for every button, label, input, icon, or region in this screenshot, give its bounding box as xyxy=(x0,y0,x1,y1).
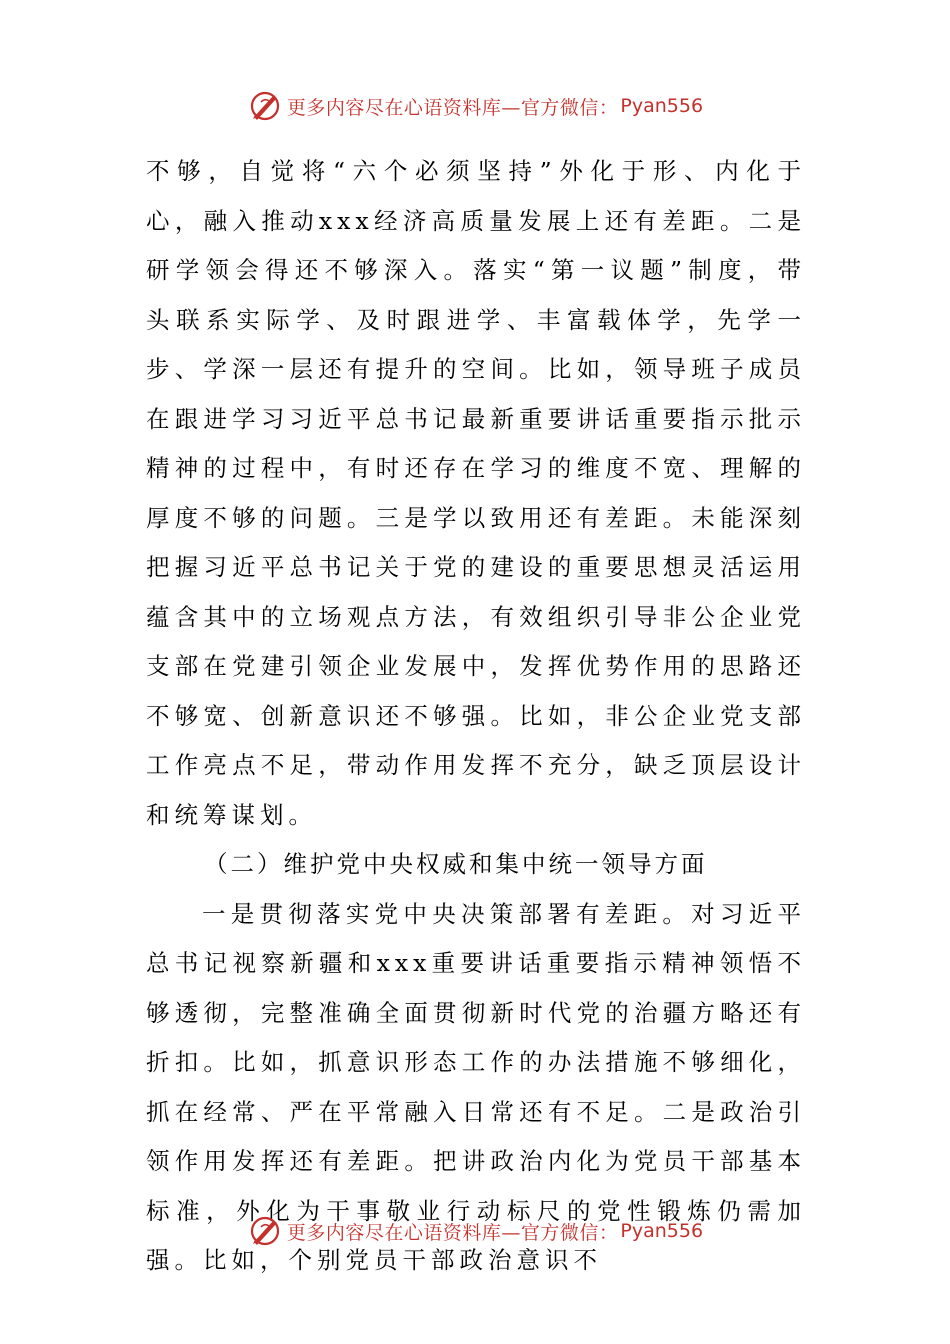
watermark-text: 更多内容尽在心语资料库—官方微信： xyxy=(286,96,619,119)
watermark-text: 更多内容尽在心语资料库—官方微信： xyxy=(286,1221,619,1244)
watermark-wechat-id: Pyan556 xyxy=(620,1220,704,1242)
watermark-wechat-id: Pyan556 xyxy=(620,95,704,117)
section-heading: （二）维护党中央权威和集中统一领导方面 xyxy=(204,850,708,878)
header-watermark xyxy=(0,84,950,128)
footer-watermark xyxy=(0,1209,950,1253)
body-paragraph-2: 一是贯彻落实党中央决策部署有差距。对习近平总书记视察新疆和xxx重要讲话重要指示精神领悟不够透彻，完整准确全面贯彻新时代党的治疆方略还有折扣。比如，抓意识形态工作的办法措施不够细化，抓在经常、严在平常融入日常还有不足。二是政治引领作用发挥还有差距。把讲政治内化为党员干部基本标准，外化为干事敬业行动标尺的党性锻炼仍需加强。比如，个别党员干部政治意识不 xyxy=(146,899,806,1274)
document-body xyxy=(146,147,806,1286)
pen-circle-logo-icon xyxy=(247,88,283,124)
body-paragraph-1: 不够，自觉将“六个必须坚持”外化于形、内化于心，融入推动xxx经济高质量发展上还有差距。二是研学领会得还不够深入。落实“第一议题”制度，带头联系实际学、及时跟进学、丰富载体学，先学一步、学深一层还有提升的空间。比如，领导班子成员在跟进学习习近平总书记最新重要讲话重要指示批示精神的过程中，有时还存在学习的维度不宽、理解的厚度不够的问题。三是学以致用还有差距。未能深刻把握习近平总书记关于党的建设的重要思想灵活运用蕴含其中的立场观点方法，有效组织引导非公企业党支部在党建引领企业发展中，发挥优势作用的思路还不够宽、创新意识还不够强。比如，非公企业党支部工作亮点不足，带动作用发挥不充分，缺乏顶层设计和统筹谋划。 xyxy=(146,157,806,829)
pen-circle-logo-icon xyxy=(247,1213,283,1249)
